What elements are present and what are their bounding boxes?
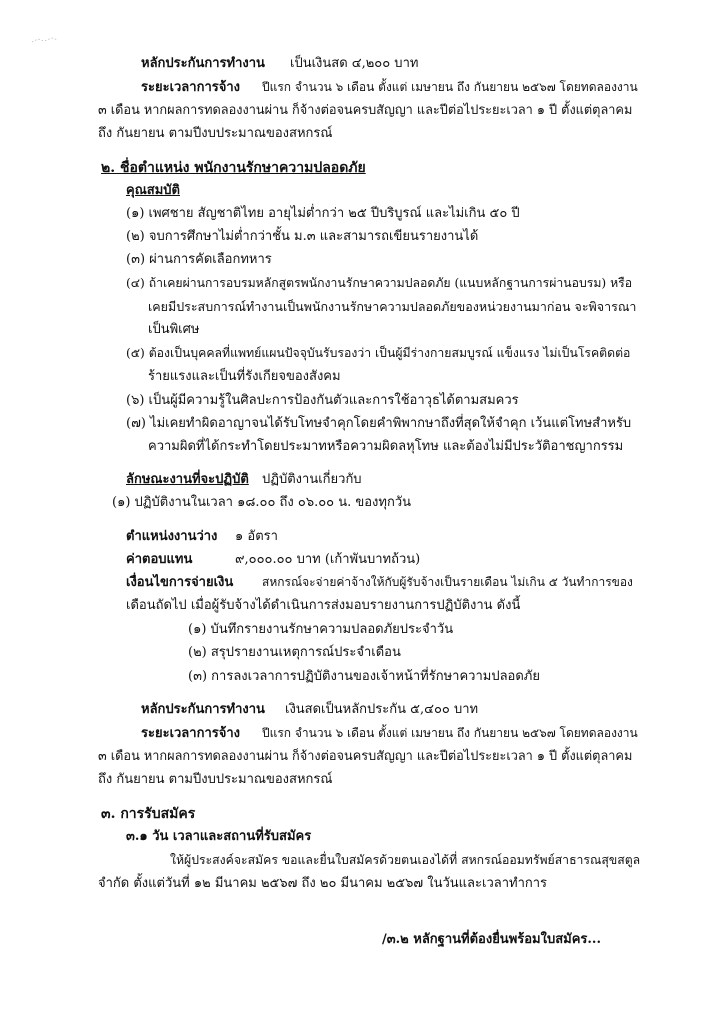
guarantee-value-2: เงินสดเป็นหลักประกัน ๕,๔๐๐ บาท — [285, 702, 479, 717]
period-2-line-1: ปีแรก จำนวน ๖ เดือน ตั้งแต่ เมษายน ถึง กันยายน ๒๕๖๗ โดยทดลองงาน — [262, 726, 638, 740]
continuation-footer: /๓.๒ หลักฐานที่ต้องยื่นพร้อมใบสมัคร... — [382, 932, 601, 947]
pay-value: ๙,๐๐๐.๐๐ บาท (เก้าพันบาทถ้วน) — [235, 552, 421, 567]
guarantee-label: หลักประกันการทำงาน — [141, 56, 265, 71]
qualification-3: (๓) ผ่านการคัดเลือกทหาร — [126, 252, 272, 267]
section-2-heading: ๒. ชื่อตำแหน่ง พนักงานรักษาความปลอดภัย — [101, 160, 366, 176]
section-3-1-line-1: ให้ผู้ประสงค์จะสมัคร ขอและยื่นใบสมัครด้วยตนเองได้ที่ สหกรณ์ออมทรัพย์สาธารณสุขสตูล — [170, 853, 641, 867]
qualification-7-line-1: (๗) ไม่เคยทำผิดอาญาจนได้รับโทษจำคุกโดยคำพิพากษาถึงที่สุดให้จำคุก เว้นแต่โทษสำหรับ — [126, 416, 632, 431]
qualification-1: (๑) เพศชาย สัญชาติไทย อายุไม่ต่ำกว่า ๒๕ ปีบริบูรณ์ และไม่เกิน ๕๐ ปี — [126, 206, 520, 221]
period-label: ระยะเวลาการจ้าง — [141, 80, 240, 95]
scan-speck-mark — [30, 36, 60, 44]
report-item-2: (๒) สรุปรายงานเหตุการณ์ประจำเดือน — [188, 645, 401, 660]
qualifications-label: คุณสมบัติ — [126, 183, 180, 198]
report-item-1: (๑) บันทึกรายงานรักษาความปลอดภัยประจำวัน — [188, 622, 454, 637]
vacancy-value: ๑ อัตรา — [235, 529, 278, 544]
qualification-6: (๖) เป็นผู้มีความรู้ในศิลปะการป้องกันตัวและการใช้อาวุธได้ตามสมควร — [126, 393, 519, 408]
period-line-3: ถึง กันยายน ตามปีงบประมาณของสหกรณ์ — [98, 126, 333, 141]
pay-condition-line-1: สหกรณ์จะจ่ายค่าจ้างให้กับผู้รับจ้างเป็นรายเดือน ไม่เกิน ๕ วันทำการของ — [262, 575, 633, 589]
period-2-line-2: ๓ เดือน หากผลการทดลองงานผ่าน ก็จ้างต่อจนครบสัญญา และปีต่อไประยะเวลา ๑ ปี ตั้งแต่ตุลาคม — [98, 749, 633, 764]
qualification-5-line-2: ร้ายแรงและเป็นที่รังเกียจของสังคม — [148, 369, 341, 384]
report-item-3: (๓) การลงเวลาการปฏิบัติงานของเจ้าหน้าที่รักษาความปลอดภัย — [188, 669, 540, 684]
vacancy-label: ตำแหน่งงานว่าง — [126, 529, 218, 544]
pay-label: ค่าตอบแทน — [126, 552, 193, 567]
qualification-7-line-2: ความผิดที่ได้กระทำโดยประมาทหรือความผิดลหุโทษ และต้องไม่มีประวัติอาชญากรรม — [148, 439, 624, 454]
duty-value: ปฏิบัติงานเกี่ยวกับ — [262, 472, 362, 487]
period-label-2: ระยะเวลาการจ้าง — [141, 726, 240, 741]
pay-condition-label: เงื่อนไขการจ่ายเงิน — [126, 575, 234, 590]
qualification-4-line-1: (๔) ถ้าเคยผ่านการอบรมหลักสูตรพนักงานรักษาความปลอดภัย (แนบหลักฐานการผ่านอบรม) หรือ — [126, 276, 633, 290]
guarantee-value: เป็นเงินสด ๔,๒๐๐ บาท — [290, 56, 419, 71]
duty-label: ลักษณะงานที่จะปฏิบัติ — [126, 472, 249, 487]
period-line-2: ๓ เดือน หากผลการทดลองงานผ่าน ก็จ้างต่อจนครบสัญญา และปีต่อไประยะเวลา ๑ ปี ตั้งแต่ตุลาคม — [98, 103, 633, 118]
qualification-2: (๒) จบการศึกษาไม่ต่ำกว่าชั้น ม.๓ และสามารถเขียนรายงานได้ — [126, 229, 479, 244]
qualification-4-line-3: เป็นพิเศษ — [148, 322, 200, 337]
duty-item-1: (๑) ปฏิบัติงานในเวลา ๑๘.๐๐ ถึง ๐๖.๐๐ น. ของทุกวัน — [112, 495, 412, 510]
section-3-1-line-2: จำกัด ตั้งแต่วันที่ ๑๒ มีนาคม ๒๕๖๗ ถึง ๒๐ มีนาคม ๒๕๖๗ ในวันและเวลาทำการ — [98, 876, 548, 891]
guarantee-label-2: หลักประกันการทำงาน — [141, 702, 265, 717]
period-2-line-3: ถึง กันยายน ตามปีงบประมาณของสหกรณ์ — [98, 772, 333, 787]
pay-condition-line-2: เดือนถัดไป เมื่อผู้รับจ้างได้ดำเนินการส่งมอบรายงานการปฏิบัติงาน ดังนี้ — [126, 598, 521, 613]
period-line-1: ปีแรก จำนวน ๖ เดือน ตั้งแต่ เมษายน ถึง กันยายน ๒๕๖๗ โดยทดลองงาน — [262, 80, 638, 94]
qualification-5-line-1: (๕) ต้องเป็นบุคคลที่แพทย์แผนปัจจุบันรับรองว่า เป็นผู้มีร่างกายสมบูรณ์ แข็งแรง ไม่เป็นโรคติดต่อ — [126, 346, 631, 360]
qualification-4-line-2: เคยมีประสบการณ์ทำงานเป็นพนักงานรักษาความปลอดภัยของหน่วยงานมาก่อน จะพิจารณา — [148, 299, 637, 314]
section-3-heading: ๓. การรับสมัคร — [101, 806, 196, 822]
section-3-1-heading: ๓.๑ วัน เวลาและสถานที่รับสมัคร — [126, 829, 312, 844]
